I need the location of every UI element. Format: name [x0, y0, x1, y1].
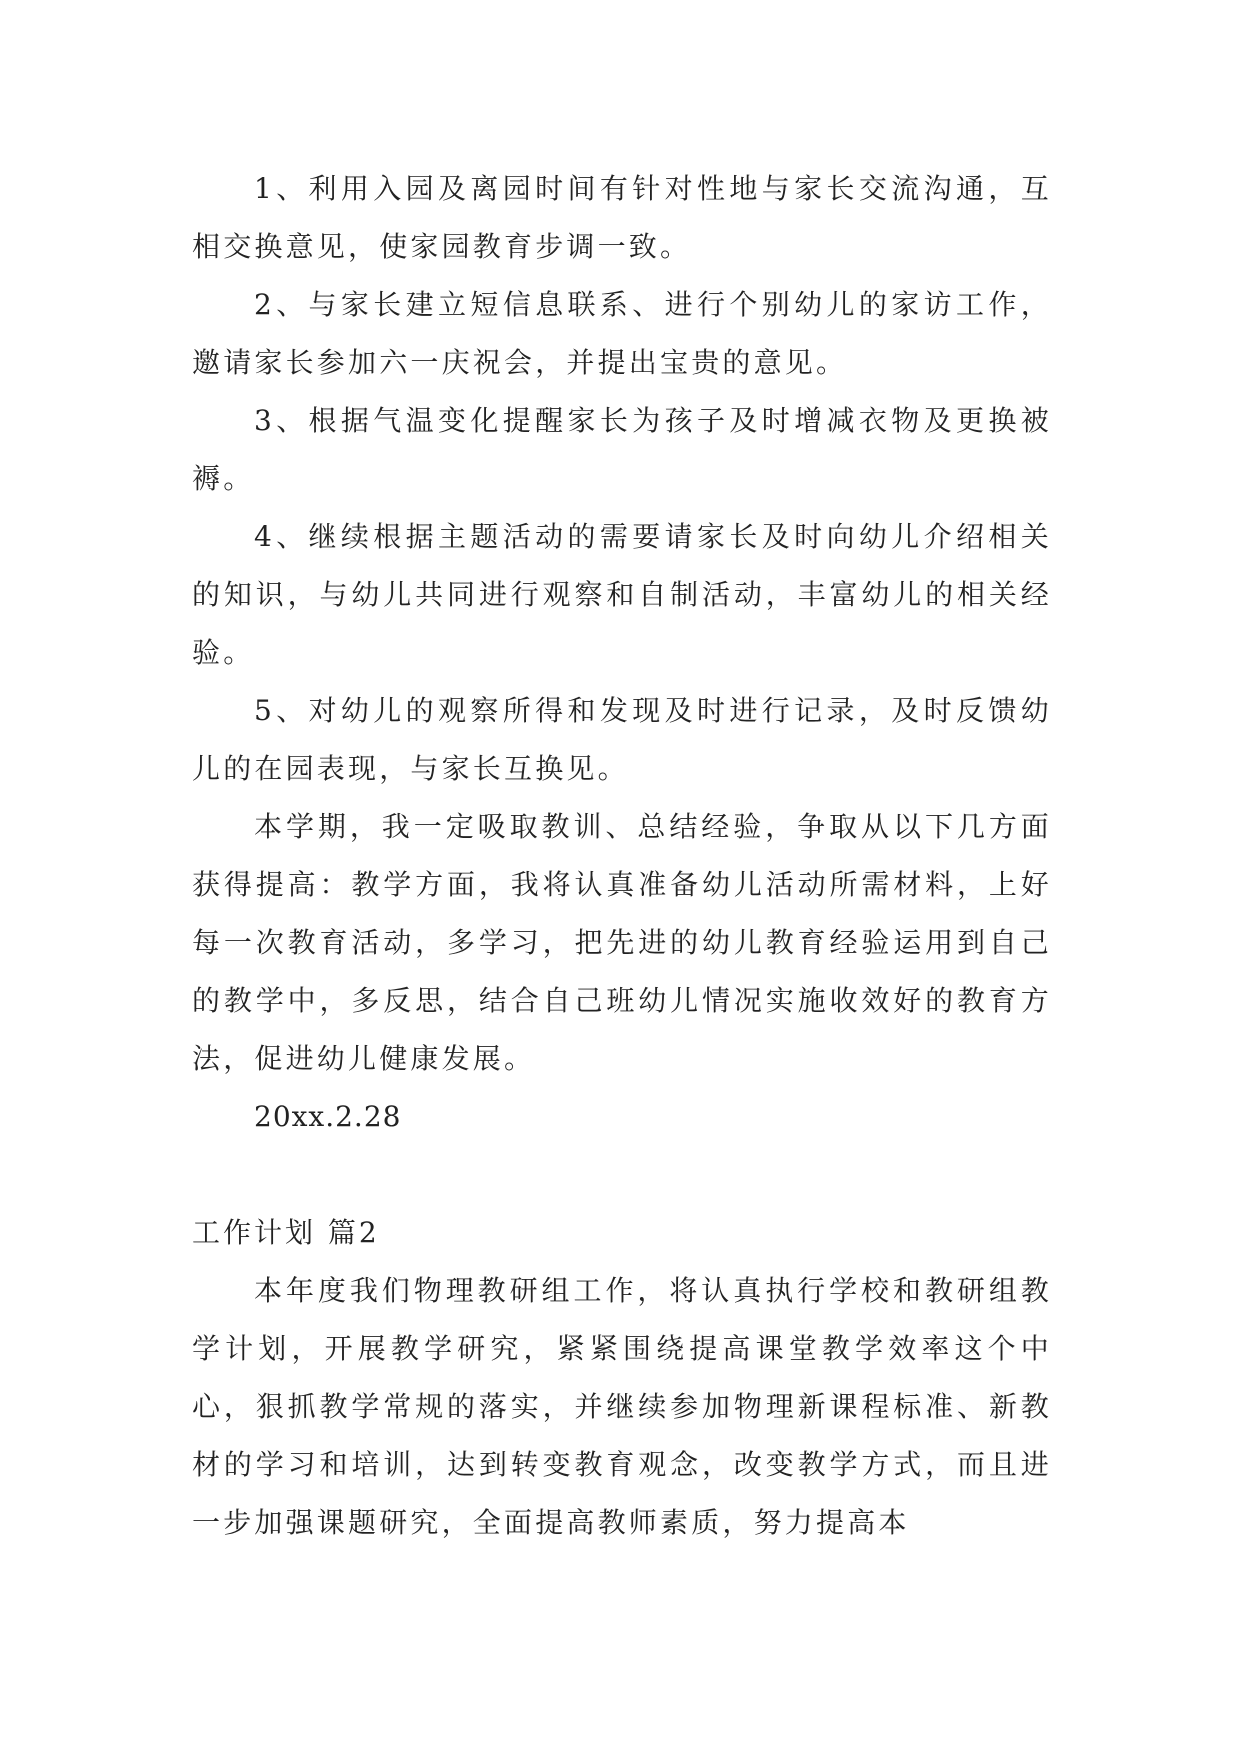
- paragraph-1: 1、利用入园及离园时间有针对性地与家长交流沟通，互相交换意见，使家园教育步调一致。: [192, 172, 1052, 263]
- document-date: 20xx.2.28: [254, 1100, 402, 1133]
- paragraph-2: 2、与家长建立短信息联系、进行个别幼儿的家访工作，邀请家长参加六一庆祝会，并提出宝贵的意见。: [192, 288, 1052, 379]
- section-title: 工作计划 篇2: [192, 1216, 380, 1249]
- document-body: [192, 160, 1052, 1552]
- paragraph-5: 5、对幼儿的观察所得和发现及时进行记录，及时反馈幼儿的在园表现，与家长互换见。: [192, 694, 1052, 785]
- paragraph-4: 4、继续根据主题活动的需要请家长及时向幼儿介绍相关的知识，与幼儿共同进行观察和自制活动，丰富幼儿的相关经验。: [192, 520, 1052, 669]
- section-paragraph-1: 本年度我们物理教研组工作，将认真执行学校和教研组教学计划，开展教学研究，紧紧围绕提高课堂教学效率这个中心，狠抓教学常规的落实，并继续参加物理新课程标准、新教材的学习和培训，达到转变教育观念，改变教学方式，而且进一步加强课题研究，全面提高教师素质，努力提高本: [192, 1274, 1052, 1539]
- paragraph-3: 3、根据气温变化提醒家长为孩子及时增减衣物及更换被褥。: [192, 404, 1052, 495]
- paragraph-summary: 本学期，我一定吸取教训、总结经验，争取从以下几方面获得提高：教学方面，我将认真准备幼儿活动所需材料，上好每一次教育活动，多学习，把先进的幼儿教育经验运用到自己的教学中，多反思，结合自己班幼儿情况实施收效好的教育方法，促进幼儿健康发展。: [192, 810, 1052, 1075]
